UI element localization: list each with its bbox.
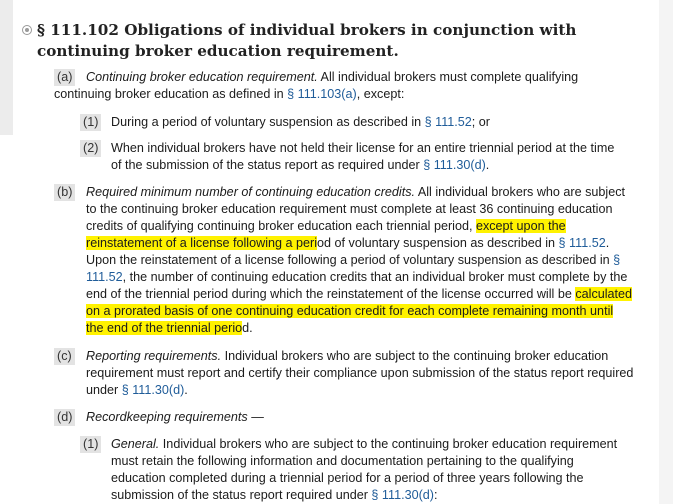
paragraph-d: (d) Recordkeeping requirements —: [54, 409, 634, 426]
paragraph-label: (c): [54, 348, 75, 365]
paragraph-a-1: (1) During a period of voluntary suspension as described in § 111.52; or: [80, 114, 625, 131]
citation-link[interactable]: § 111.30(d): [371, 488, 434, 502]
left-gutter: [0, 0, 13, 135]
paragraph-label: (1): [80, 436, 101, 453]
citation-link[interactable]: § 111.52: [558, 236, 606, 250]
citation-link[interactable]: § 111.30(d): [121, 383, 185, 397]
paragraph-title: General.: [111, 437, 160, 451]
section-title: § 111.102 Obligations of individual brokers in conjunction with continuing broker education requirement.: [37, 21, 577, 60]
citation-link[interactable]: § 111.52: [86, 253, 621, 284]
paragraph-label: (d): [54, 409, 75, 426]
highlight: calculated on a prorated basis of one continuing education credit for each complete remaining month until the end of the triennial perio: [86, 287, 633, 335]
paragraph-b: (b) Required minimum number of continuing education credits. All individual brokers who are subject to the continuing broker education requirement must complete at least 36 continuing education credits of qualifying continuing broker education each triennial period, except upon the reinstatement of a license following a period of voluntary suspension as described in § 111.52. Upon the reinstatement of a license following a period of voluntary suspension as described in § 111.52, the number of continuing education credits that an individual broker must complete by the end of the triennial period during which the reinstatement of the license occurred will be calculated on a prorated basis of one continuing education credit for each complete remaining month until the end of the triennial period.: [54, 184, 634, 337]
section-heading: [22, 20, 642, 62]
paragraph-title: Recordkeeping requirements: [86, 410, 248, 424]
paragraph-label: (b): [54, 184, 75, 201]
citation-link[interactable]: § 111.30(d): [423, 158, 486, 172]
paragraph-label: (2): [80, 140, 101, 157]
paragraph-a: (a) Continuing broker education requirement. All individual brokers must complete qualifying continuing broker education as defined in § 111.103(a), except:: [54, 70, 579, 101]
citation-link[interactable]: § 111.52: [424, 115, 472, 129]
paragraph-label: (1): [80, 114, 101, 131]
right-scroll-gutter: [659, 0, 673, 504]
paragraph-title: Reporting requirements.: [86, 349, 222, 363]
citation-link[interactable]: § 111.103(a): [287, 87, 357, 101]
section-toggle-icon[interactable]: [22, 25, 32, 35]
paragraph-a-2: (2) When individual brokers have not held their license for an entire triennial period at the time of the submission of the status report as required under § 111.30(d).: [80, 140, 625, 174]
paragraph-label: (a): [54, 69, 75, 86]
paragraph-c: (c) Reporting requirements. Individual brokers who are subject to the continuing broker education requirement must report and certify their compliance upon submission of the status report required under § 111.30(d).: [54, 348, 634, 399]
paragraph-title: Continuing broker education requirement.: [86, 70, 318, 84]
paragraph-title: Required minimum number of continuing education credits.: [86, 185, 416, 199]
paragraph-d-1: (1) General. Individual brokers who are subject to the continuing broker education requirement must retain the following information and documentation pertaining to the qualifying education completed during a triennial period for a period of three years following the submission of the status report required under § 111.30(d):: [80, 436, 630, 504]
highlight: except upon the reinstatement of a license following a peri: [86, 219, 566, 250]
